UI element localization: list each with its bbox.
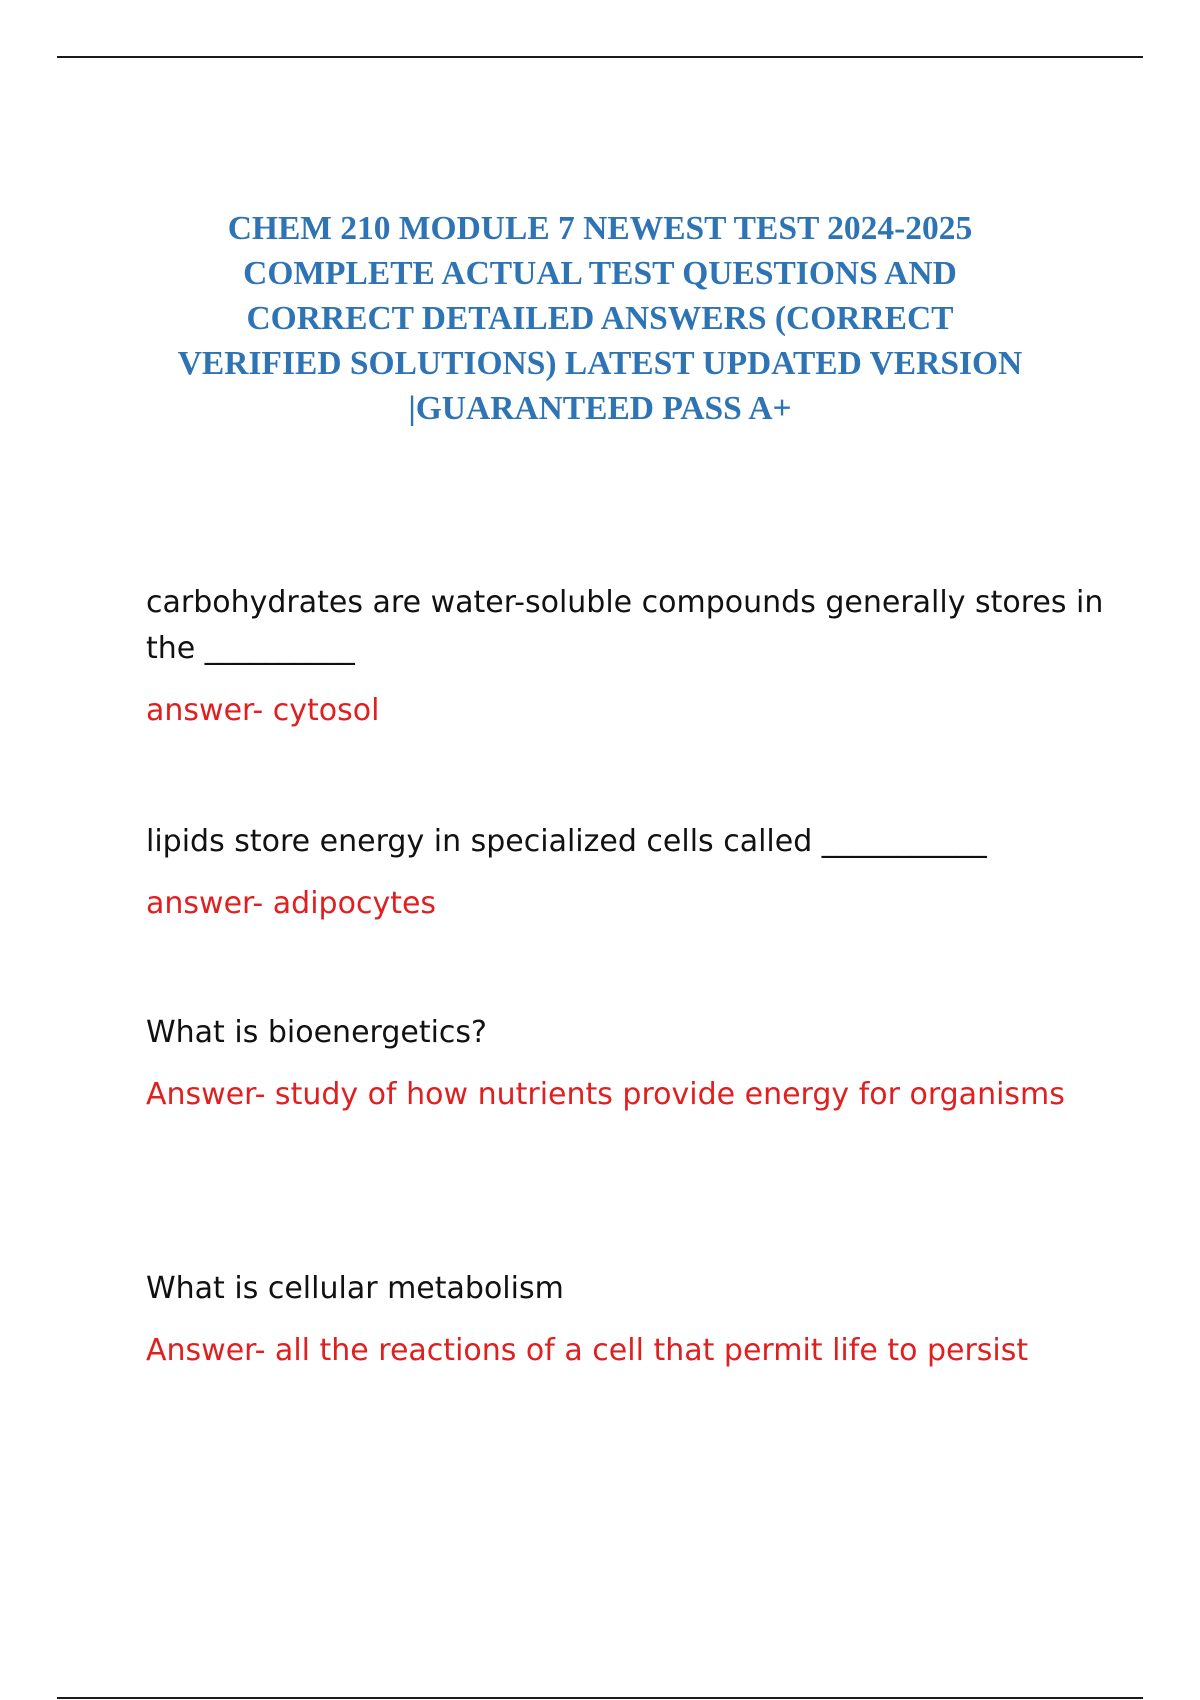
qa-item-bioenergetics [146, 1010, 1106, 1116]
question-text: carbohydrates are water-soluble compounds generally stores in the __________ [146, 585, 1104, 666]
title-line-5: |GUARANTEED PASS A+ [408, 390, 792, 427]
answer-text: answer- cytosol [146, 693, 380, 728]
document-title [100, 206, 1100, 431]
question-text: lipids store energy in specialized cells called ___________ [146, 824, 987, 859]
qa-item-cellular-metabolism [146, 1266, 1106, 1372]
answer-text: Answer- all the reactions of a cell that permit life to persist [146, 1333, 1029, 1368]
bottom-rule [57, 1697, 1143, 1699]
answer-text: Answer- study of how nutrients provide energy for organisms [146, 1077, 1065, 1112]
title-line-1: CHEM 210 MODULE 7 NEWEST TEST 2024-2025 [227, 210, 973, 247]
title-line-4: VERIFIED SOLUTIONS) LATEST UPDATED VERSION [177, 345, 1023, 382]
qa-item-lipids [146, 819, 1106, 925]
title-line-2: COMPLETE ACTUAL TEST QUESTIONS AND [243, 255, 957, 292]
question-text: What is cellular metabolism [146, 1271, 564, 1306]
question-text: What is bioenergetics? [146, 1015, 487, 1050]
title-line-3: CORRECT DETAILED ANSWERS (CORRECT [246, 300, 954, 337]
top-rule [57, 56, 1143, 58]
qa-item-carbohydrates [146, 580, 1106, 732]
answer-text: answer- adipocytes [146, 886, 437, 921]
